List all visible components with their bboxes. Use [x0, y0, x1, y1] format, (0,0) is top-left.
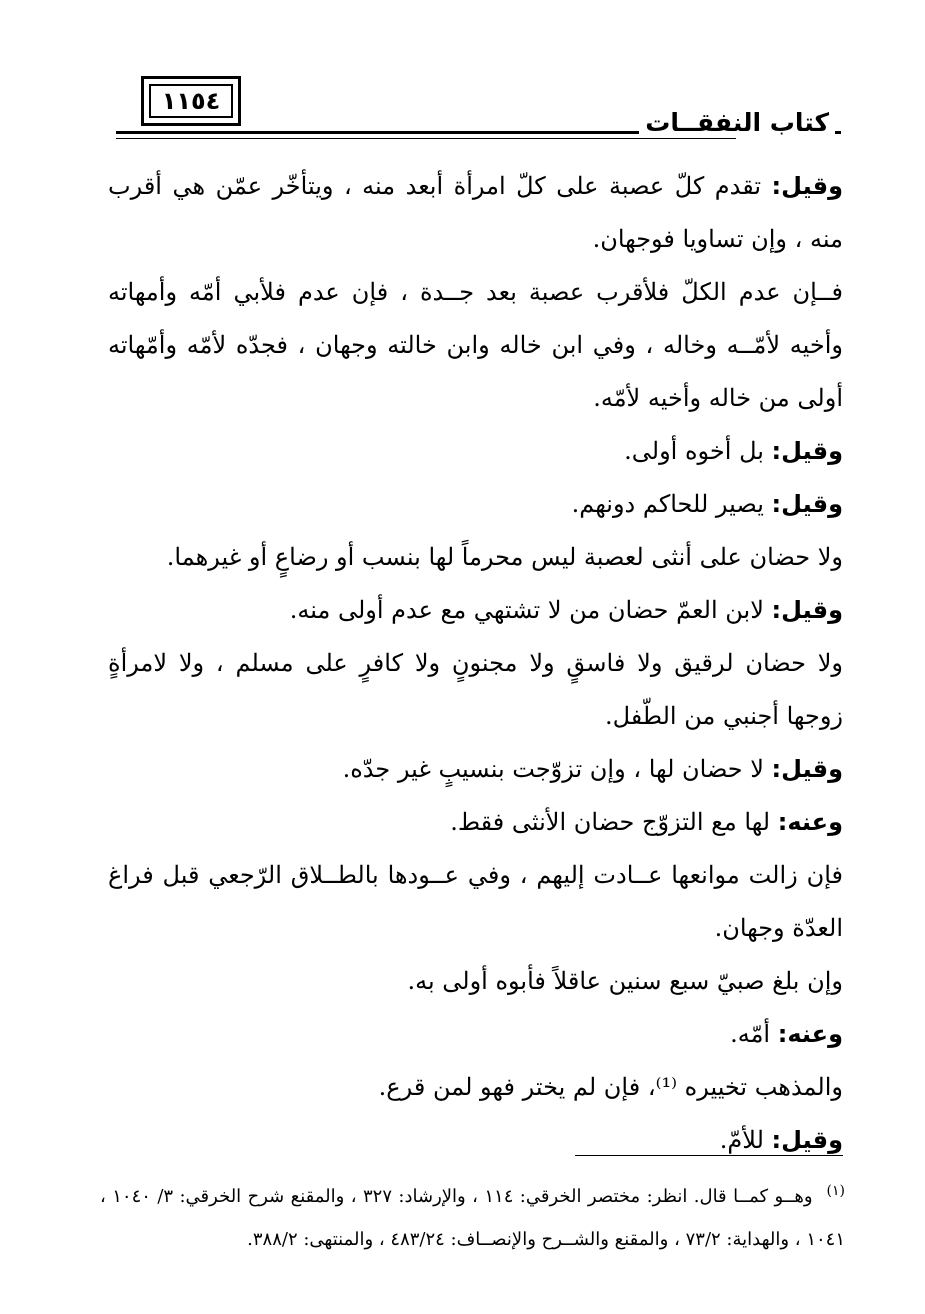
paragraph — [108, 1008, 843, 1061]
running-title: كتاب النفقــات — [639, 108, 835, 137]
paragraph — [108, 796, 843, 849]
paragraph — [108, 849, 843, 955]
paragraph-lead: وقيل: — [771, 437, 843, 465]
footnote-text: وهــو كمــا قال. انظر: مختصر الخرقي: ١١٤ ، والإرشاد: ٣٢٧ ، والمقنع شرح الخرقي: ٣/ ١٠٤٠ ، ١٠٤١ ، والهداية: ٧٣/٢ ، والمقنع والشــرح والإنصــاف: ٤٨٣/٢٤ ، والمنتهى: ٣٨٨/٢. — [100, 1186, 845, 1250]
paragraph-text: فإن زالت موانعها عــادت إليهم ، وفي عــودها بالطــلاق الرّجعي قبل فراغ العدّة وجهان. — [108, 861, 843, 942]
paragraph-lead: وقيل: — [771, 172, 843, 200]
paragraph-text: لا حضان لها ، وإن تزوّجت بنسيبٍ غير جدّه. — [342, 755, 772, 783]
paragraph-lead: وعنه: — [777, 808, 843, 836]
paragraph-text: أمّه. — [730, 1020, 778, 1048]
paragraph — [108, 266, 843, 425]
paragraph-lead: وقيل: — [771, 596, 843, 624]
paragraph — [108, 1061, 843, 1114]
paragraph — [108, 743, 843, 796]
paragraph — [108, 1114, 843, 1167]
paragraph-text: لها مع التزوّج حضان الأنثى فقط. — [450, 808, 778, 836]
paragraph — [108, 160, 843, 266]
paragraph — [108, 637, 843, 743]
paragraph — [108, 584, 843, 637]
paragraph-text: لابن العمّ حضان من لا تشتهي مع عدم أولى منه. — [289, 596, 772, 624]
paragraph — [108, 425, 843, 478]
paragraph-lead: وقيل: — [771, 755, 843, 783]
header-rule-thin — [116, 138, 736, 139]
footnotes — [100, 1170, 845, 1261]
paragraph-text: والمذهب تخييره ⁽¹⁾، فإن لم يختر فهو لمن قرع. — [378, 1073, 843, 1101]
paragraph-text: فــإن عدم الكلّ فلأقرب عصبة بعد جــدة ، فإن عدم فلأبي أمّه وأمهاته وأخيه لأمّــه وخاله ، وفي ابن خاله وابن خالته وجهان ، فجدّه لأمّه وأمّهاته أولى من خاله وأخيه لأمّه. — [108, 278, 843, 412]
paragraph-text: وإن بلغ صبيّ سبع سنين عاقلاً فأبوه أولى به. — [407, 967, 843, 995]
main-text — [108, 160, 843, 1167]
page-number-box — [141, 76, 241, 126]
paragraph-text: يصير للحاكم دونهم. — [571, 490, 772, 518]
footnote-separator — [575, 1155, 843, 1156]
paragraph-text: تقدم كلّ عصبة على كلّ امرأة أبعد منه ، ويتأخّر عمّن هي أقرب منه ، وإن تساويا فوجهان. — [108, 172, 843, 253]
footnote-marker: (١) — [826, 1183, 845, 1199]
footnote — [100, 1170, 845, 1261]
paragraph-text: ولا حضان على أنثى لعصبة ليس محرماً لها بنسب أو رضاعٍ أو غيرهما. — [166, 543, 843, 571]
paragraph-lead: وقيل: — [771, 490, 843, 518]
page-number: ١١٥٤ — [161, 87, 221, 115]
paragraph-text: للأمّ. — [719, 1126, 772, 1154]
paragraph — [108, 531, 843, 584]
paragraph — [108, 478, 843, 531]
paragraph-lead: وقيل: — [771, 1126, 843, 1154]
paragraph — [108, 955, 843, 1008]
paragraph-lead: وعنه: — [777, 1020, 843, 1048]
paragraph-text: ولا حضان لرقيق ولا فاسقٍ ولا مجنونٍ ولا كافرٍ على مسلم ، ولا لامرأةٍ زوجها أجنبي من الطّفل. — [108, 649, 843, 730]
paragraph-text: بل أخوه أولى. — [624, 437, 772, 465]
